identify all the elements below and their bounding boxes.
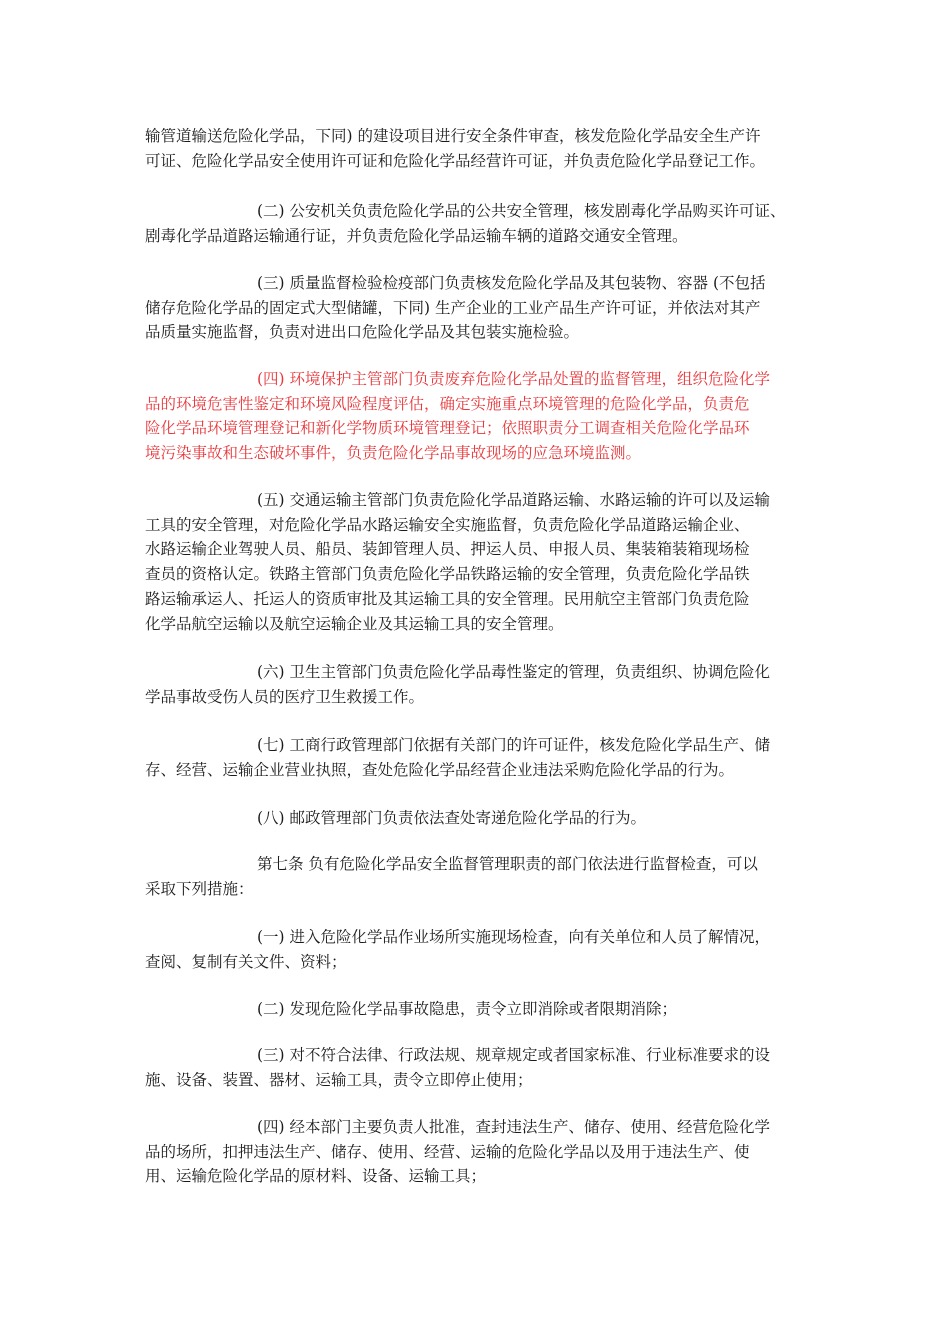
- text-line: 学品事故受伤人员的医疗卫生救援工作。: [145, 687, 425, 706]
- paragraph-item-8: [145, 806, 810, 831]
- text-line: 采取下列措施：: [145, 879, 254, 898]
- paragraph-item-3: [145, 271, 810, 345]
- text-line: 境污染事故和生态破坏事件，负责危险化学品事故现场的应急环境监测。: [145, 444, 642, 463]
- text-line: (三) 质量监督检验检疫部门负责核发危险化学品及其包装物、容器 (不包括: [257, 274, 766, 292]
- paragraph-article-7: [145, 852, 810, 901]
- text-line: 查员的资格认定。铁路主管部门负责危险化学品铁路运输的安全管理，负责危险化学品铁: [145, 565, 750, 584]
- paragraph-item-6: [145, 660, 810, 709]
- text-line: 可证、危险化学品安全使用许可证和危险化学品经营许可证，并负责危险化学品登记工作。: [145, 151, 766, 170]
- text-line: (五) 交通运输主管部门负责危险化学品道路运输、水路运输的许可以及运输: [257, 491, 771, 509]
- text-line: 险化学品环境管理登记和新化学物质环境管理登记；依照职责分工调查相关危险化学品环: [145, 419, 750, 438]
- text-line: 品的环境危害性鉴定和环境风险程度评估，确定实施重点环境管理的危险化学品，负责危: [145, 394, 750, 413]
- text-line: 施、设备、装置、器材、运输工具，责令立即停止使用；: [145, 1070, 533, 1089]
- paragraph-measure-1: [145, 925, 810, 974]
- text-line: 第七条 负有危险化学品安全监督管理职责的部门依法进行监督检查，可以: [257, 855, 758, 873]
- text-line: 储存危险化学品的固定式大型储罐，下同) 生产企业的工业产品生产许可证，并依法对其产: [145, 298, 761, 317]
- text-line: (一) 进入危险化学品作业场所实施现场检查，向有关单位和人员了解情况，: [257, 928, 771, 946]
- text-line: 路运输承运人、托运人的资质审批及其运输工具的安全管理。民用航空主管部门负责危险: [145, 589, 750, 608]
- text-line: (四) 环境保护主管部门负责废弃危险化学品处置的监督管理，组织危险化学: [257, 370, 771, 388]
- text-line: 工具的安全管理，对危险化学品水路运输安全实施监督，负责危险化学品道路运输企业、: [145, 515, 750, 534]
- text-line: 输管道输送危险化学品，下同) 的建设项目进行安全条件审查，核发危险化学品安全生产许: [145, 127, 761, 145]
- text-line: 剧毒化学品道路运输通行证，并负责危险化学品运输车辆的道路交通安全管理。: [145, 226, 688, 245]
- paragraph-continuation: [145, 124, 810, 173]
- text-line: (八) 邮政管理部门负责依法查处寄递危险化学品的行为。: [257, 809, 647, 827]
- paragraph-measure-2: [145, 997, 810, 1022]
- text-line: 品的场所，扣押违法生产、储存、使用、经营、运输的危险化学品以及用于违法生产、使: [145, 1142, 750, 1161]
- paragraph-measure-3: [145, 1043, 810, 1092]
- text-line: 存、经营、运输企业营业执照，查处危险化学品经营企业违法采购危险化学品的行为。: [145, 760, 735, 779]
- text-line: (二) 发现危险化学品事故隐患，责令立即消除或者限期消除；: [257, 1000, 678, 1018]
- paragraph-item-4-highlighted: [145, 367, 810, 466]
- text-line: (四) 经本部门主要负责人批准，查封违法生产、储存、使用、经营危险化学: [257, 1118, 771, 1136]
- text-line: 品质量实施监督，负责对进出口危险化学品及其包装实施检验。: [145, 323, 580, 342]
- text-line: (二) 公安机关负责危险化学品的公共安全管理，核发剧毒化学品购买许可证、: [257, 202, 786, 220]
- paragraph-item-5: [145, 488, 810, 636]
- text-line: 化学品航空运输以及航空运输企业及其运输工具的安全管理。: [145, 614, 564, 633]
- text-line: 水路运输企业驾驶人员、船员、装卸管理人员、押运人员、申报人员、集装箱装箱现场检: [145, 540, 750, 559]
- text-line: (六) 卫生主管部门负责危险化学品毒性鉴定的管理，负责组织、协调危险化: [257, 663, 771, 681]
- text-line: (三) 对不符合法律、行政法规、规章规定或者国家标准、行业标准要求的设: [257, 1046, 771, 1064]
- paragraph-item-7: [145, 733, 810, 782]
- text-line: (七) 工商行政管理部门依据有关部门的许可证件，核发危险化学品生产、储: [257, 736, 771, 754]
- paragraph-item-2: [145, 199, 810, 248]
- text-line: 用、运输危险化学品的原材料、设备、运输工具；: [145, 1167, 487, 1186]
- paragraph-measure-4: [145, 1115, 810, 1189]
- text-line: 查阅、复制有关文件、资料；: [145, 952, 347, 971]
